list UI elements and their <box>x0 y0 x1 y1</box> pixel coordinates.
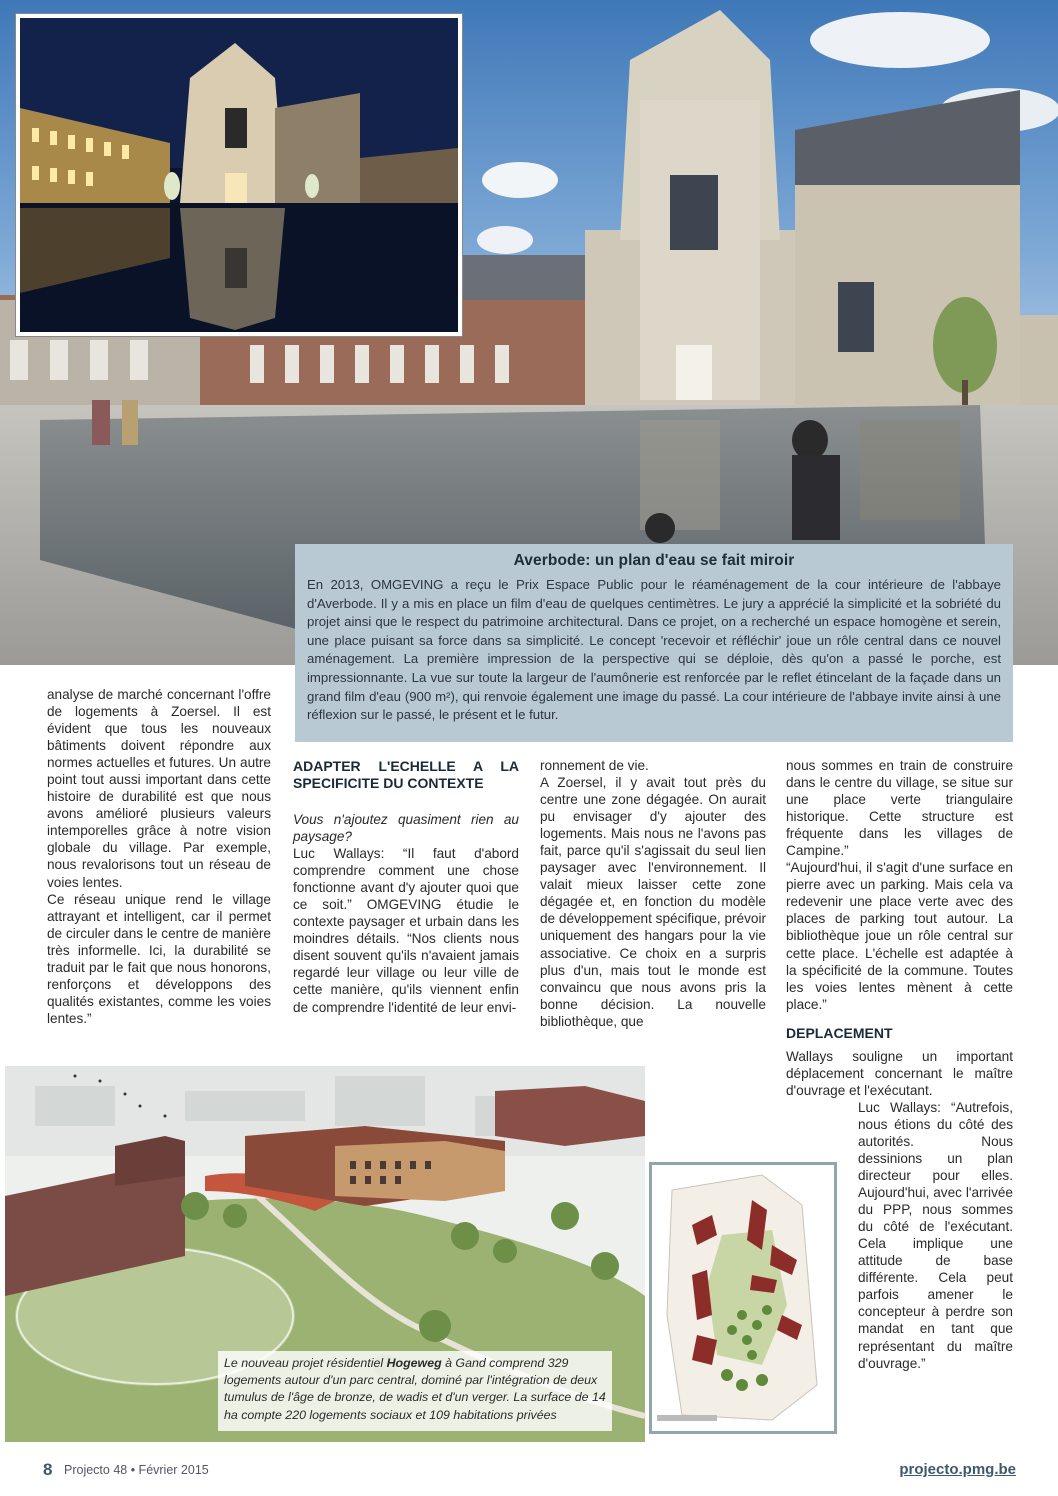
abbey-night-illustration <box>20 18 458 332</box>
article-column-1 <box>47 686 271 1027</box>
hogeweg-caption <box>218 1351 612 1431</box>
averbode-caption-box <box>295 544 1013 742</box>
hogeweg-caption-project-name: Hogeweg <box>386 1356 442 1370</box>
section-heading-echelle: ADAPTER L'ECHELLE A LA SPECIFICITE DU CONTEXTE <box>293 758 519 791</box>
col4-paragraph-3: Wallays souligne un important déplacement concernant le maître d'ouvrage et l'exécutant. <box>786 1048 1013 1098</box>
col4-paragraph-4: Luc Wallays: “Autrefois, nous étions du côté des autorités. Nous dessinions un plan directeur pour elles. Aujourd'hui, avec l'arrivée du PPP, nous sommes du côté de l'exécutant. Cela implique une attitude de base différente. Cela peut parfois amener le concepteur à perdre son mandat en tant que représentant du maître d'ouvrage.” <box>858 1099 1013 1371</box>
article-column-3 <box>540 757 766 1030</box>
article-column-2 <box>293 758 519 1016</box>
col3-paragraph-1: ronnement de vie. <box>540 758 649 773</box>
averbode-caption-text: En 2013, OMGEVING a reçu le Prix Espace Public pour le réaménagement de la cour intérieure de l'abbaye d'Averbode. Il y a mis en place un film d'eau de quelques centimètres. Le jury a apprécié la simplicité et la sobriété du projet ainsi que le respect du patrimoine architectural. Dans ce projet, on a recherché un espace homogène et serein, une place puisant sa force dans sa simplicité. Le concept 'recevoir et réfléchir' joue un rôle central dans ce nouvel aménagement. La première impression de la perspective qui se déploie, dès qu'on a passé le porche, est impressionnante. La vue sur toute la largeur de l'aumônerie est renforcée par le reflet étincelant de la façade dans un grand film d'eau (900 m²), qui renvoie également une image du passé. La cour intérieure de l'abbaye invite ainsi à une réflexion sur le passé, le présent et le futur. <box>307 577 1001 723</box>
col1-paragraph-2: Ce réseau unique rend le village attrayant et intelligent, car il permet de circuler dans le centre de manière très informelle. Ici, la durabilité se traduit par le fait que nous honorons, renforçons et développons des qualités existantes, comme les voies lentes.” <box>47 891 271 1026</box>
night-view-inset-photo <box>16 14 462 336</box>
averbode-caption-title: Averbode: un plan d'eau se fait miroir <box>513 552 795 569</box>
page-number: 8 <box>43 1460 53 1479</box>
site-plan-illustration <box>652 1165 834 1431</box>
page-footer <box>0 1460 1058 1484</box>
hogeweg-caption-intro: Le nouveau projet résidentiel <box>224 1356 387 1370</box>
hero-photo-averbode <box>0 0 1058 723</box>
publication-info: Projecto 48 • Février 2015 <box>64 1463 209 1477</box>
hogeweg-site-plan <box>649 1162 837 1434</box>
section-heading-deplacement: DEPLACEMENT <box>786 1024 893 1041</box>
hogeweg-caption-body: à Gand comprend 329 logements autour d'un parc central, dominé par l'intégration de deux tumulus de l'âge de bronze, de wadis et d'un verger. La surface de 14 ha compte 220 logements sociaux et 109 habitations privées <box>224 1356 606 1422</box>
website-link[interactable]: projecto.pmg.be <box>899 1461 1016 1478</box>
col4-paragraph-1: nous sommes en train de construire dans le centre du village, se situe sur une place verte triangulaire historique. Cette structure est fréquente dans les villages de Campine.” <box>786 758 1013 859</box>
col3-paragraph-2: A Zoersel, il y avait tout près du centre une zone dégagée. On aurait pu envisager d'y ajouter des logements. Mais nous ne l'avons pas fait, parce qu'il s'agissait du seul lien paysager avec l'environnement. Il valait mieux laisser cette zone dégagée et, en fonction du modèle de développement spécifique, prévoir uniquement des hangars pour la vie associative. Ce choix en a surpris plus d'un, mais tout le monde est convaincu que nous avons pris la bonne décision. La nouvelle bibliothèque, que <box>540 775 766 1029</box>
col4-paragraph-2: “Aujourd'hui, il s'agit d'une surface en pierre avec un parking. Mais cela va redevenir une place verte avec des places de parking tout autour. La bibliothèque joue un rôle central sur cette place. L'échelle est adaptée à la spécificité de la commune. Toutes les voies lentes mènent à cette place.” <box>786 860 1013 1012</box>
col2-paragraph-1: Luc Wallays: “Il faut d'abord comprendre comment une chose fonctionne avant d'y ajouter quoi que ce soit.” OMGEVING étudie le contexte paysager et urbain dans les moindres détails. “Nos clients nous disent souvent qu'ils n'avaient jamais regardé leur village ou leur ville de cette manière, qu'ils viennent enfin de comprendre l'identité de leur envi- <box>293 846 519 1015</box>
interview-question: Vous n'ajoutez quasiment rien au paysage? <box>293 812 519 845</box>
col1-paragraph-1: analyse de marché concernant l'offre de logements à Zoersel. Il est évident que tous les nouveaux bâtiments doivent répondre aux normes actuelles et futures. Un autre point tout aussi important dans cette histoire de durabilité est que nous avons amélioré plusieurs valeurs intemporelles grâce à notre vision globale du village. Par exemple, nous revalorisons tout un réseau de voies lentes. <box>47 687 271 890</box>
